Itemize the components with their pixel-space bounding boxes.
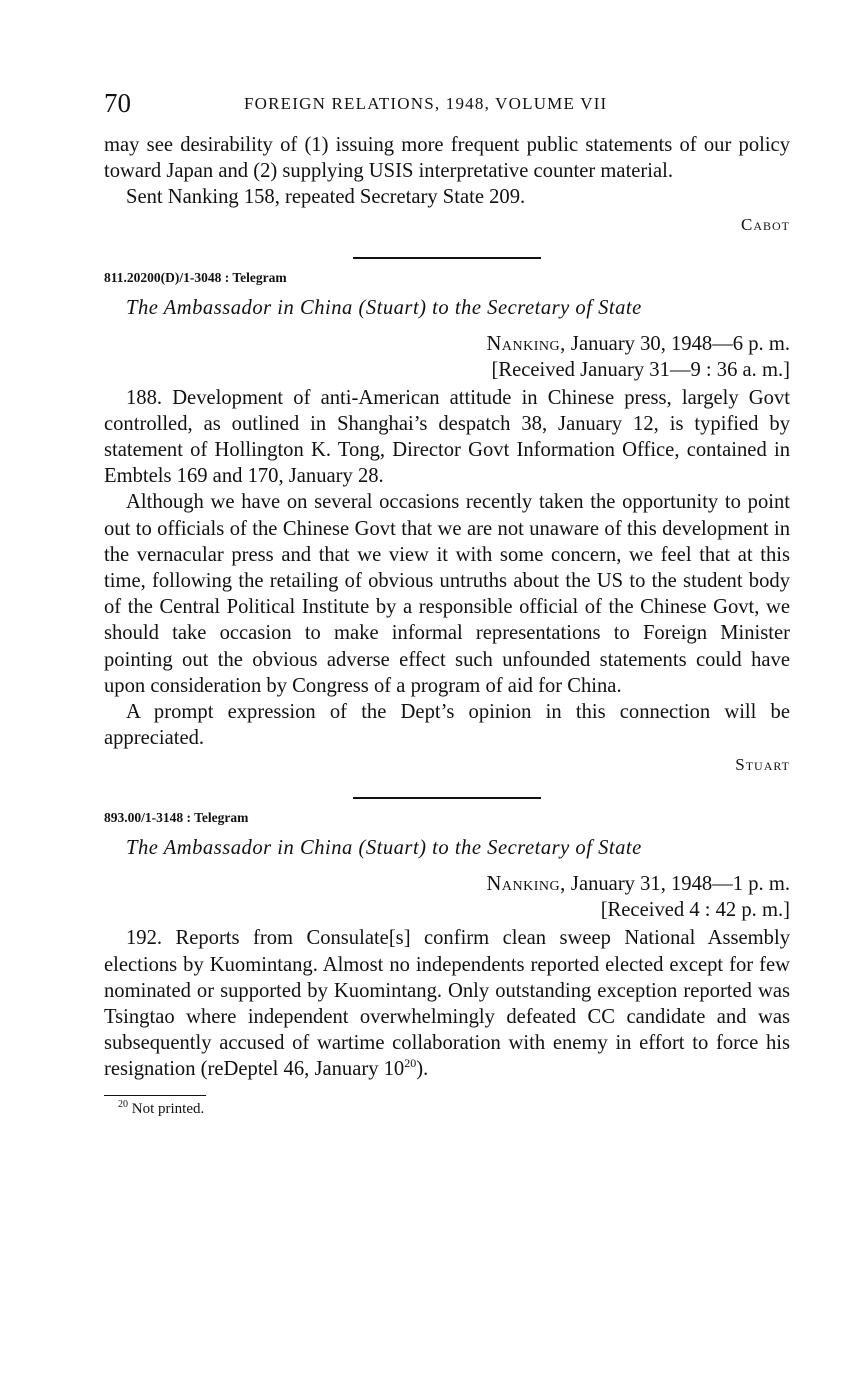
footnote-mark: 20 (118, 1098, 128, 1110)
paragraph-text: 192. Reports from Consulate[s] confirm clean sweep National Assembly elections by Kuomintang. Almost no independents reported elected except for few nominated or supported by Kuomintang. Only outstanding exception reported was Tsingtao where independent overwhelmingly defeated CC candidate and was subsequently accused of wartime collaboration with enemy in effort to force his resignation (reDeptel 46, January 10 (104, 927, 790, 1081)
section-divider (353, 257, 541, 259)
footnote (104, 1098, 790, 1120)
footnote-text: Not printed. (131, 1100, 205, 1117)
document-188 (104, 269, 790, 778)
document-body (104, 925, 790, 1082)
paragraph: A prompt expression of the Dept’s opinion in this connection will be appreciated. (104, 701, 790, 750)
document-page (104, 86, 790, 1120)
received-line: [Received 4 : 42 p. m.] (600, 899, 790, 922)
sent-line: Sent Nanking 158, repeated Secretary State 209. (126, 186, 526, 209)
paragraph: 188. Development of anti-American attitude in Chinese press, largely Govt controlled, as outlined in Shanghai’s despatch 38, January 12, is typified by statement of Hollington K. Tong, Director Govt Information Office, contained in Embtels 169 and 170, January 28. (104, 386, 790, 488)
footnote-divider (104, 1095, 206, 1096)
paragraph-end: ). (416, 1058, 429, 1081)
signature-cabot: Cabot (740, 214, 790, 234)
dateline-place: Nanking, (486, 873, 566, 896)
continuation-paragraph: may see desirability of (1) issuing more frequent public statements of our policy toward Japan and (2) supplying USIS interpretative counter material. (104, 134, 790, 183)
section-divider (353, 797, 541, 799)
document-body (104, 385, 790, 752)
page-number: 70 (104, 88, 131, 118)
running-title: FOREIGN RELATIONS, 1948, VOLUME VII (244, 94, 608, 113)
received-line: [Received January 31—9 : 36 a. m.] (491, 358, 790, 381)
continuation-section (104, 132, 790, 211)
file-reference: 811.20200(D)/1-3048 : Telegram (104, 269, 287, 285)
file-reference: 893.00/1-3148 : Telegram (104, 810, 249, 826)
document-heading: The Ambassador in China (Stuart) to the Secretary of State (126, 837, 642, 860)
paragraph: Although we have on several occasions recently taken the opportunity to point out to officials of the Chinese Govt that we are not unaware of this development in the vernacular press and that we view it with some concern, we feel that at this time, following the retailing of obvious untruths about the US to the student body of the Central Political Institute by a responsible official of the Chinese Govt, we should take occasion to make informal representations to Foreign Minister pointing out the obvious adverse effect such unfounded statements could have upon consideration by Congress of a program of aid for China. (104, 491, 790, 697)
footnote-reference: 20 (404, 1056, 417, 1071)
dateline (104, 331, 790, 357)
paragraph (104, 925, 790, 1082)
signature-stuart: Stuart (735, 755, 790, 775)
dateline-date: January 30, 1948—6 p. m. (565, 332, 790, 355)
dateline (104, 871, 790, 897)
running-header (104, 86, 790, 120)
document-192 (104, 809, 790, 1082)
document-heading: The Ambassador in China (Stuart) to the Secretary of State (126, 296, 642, 319)
dateline-date: January 31, 1948—1 p. m. (565, 873, 790, 896)
dateline-place: Nanking, (486, 332, 566, 355)
